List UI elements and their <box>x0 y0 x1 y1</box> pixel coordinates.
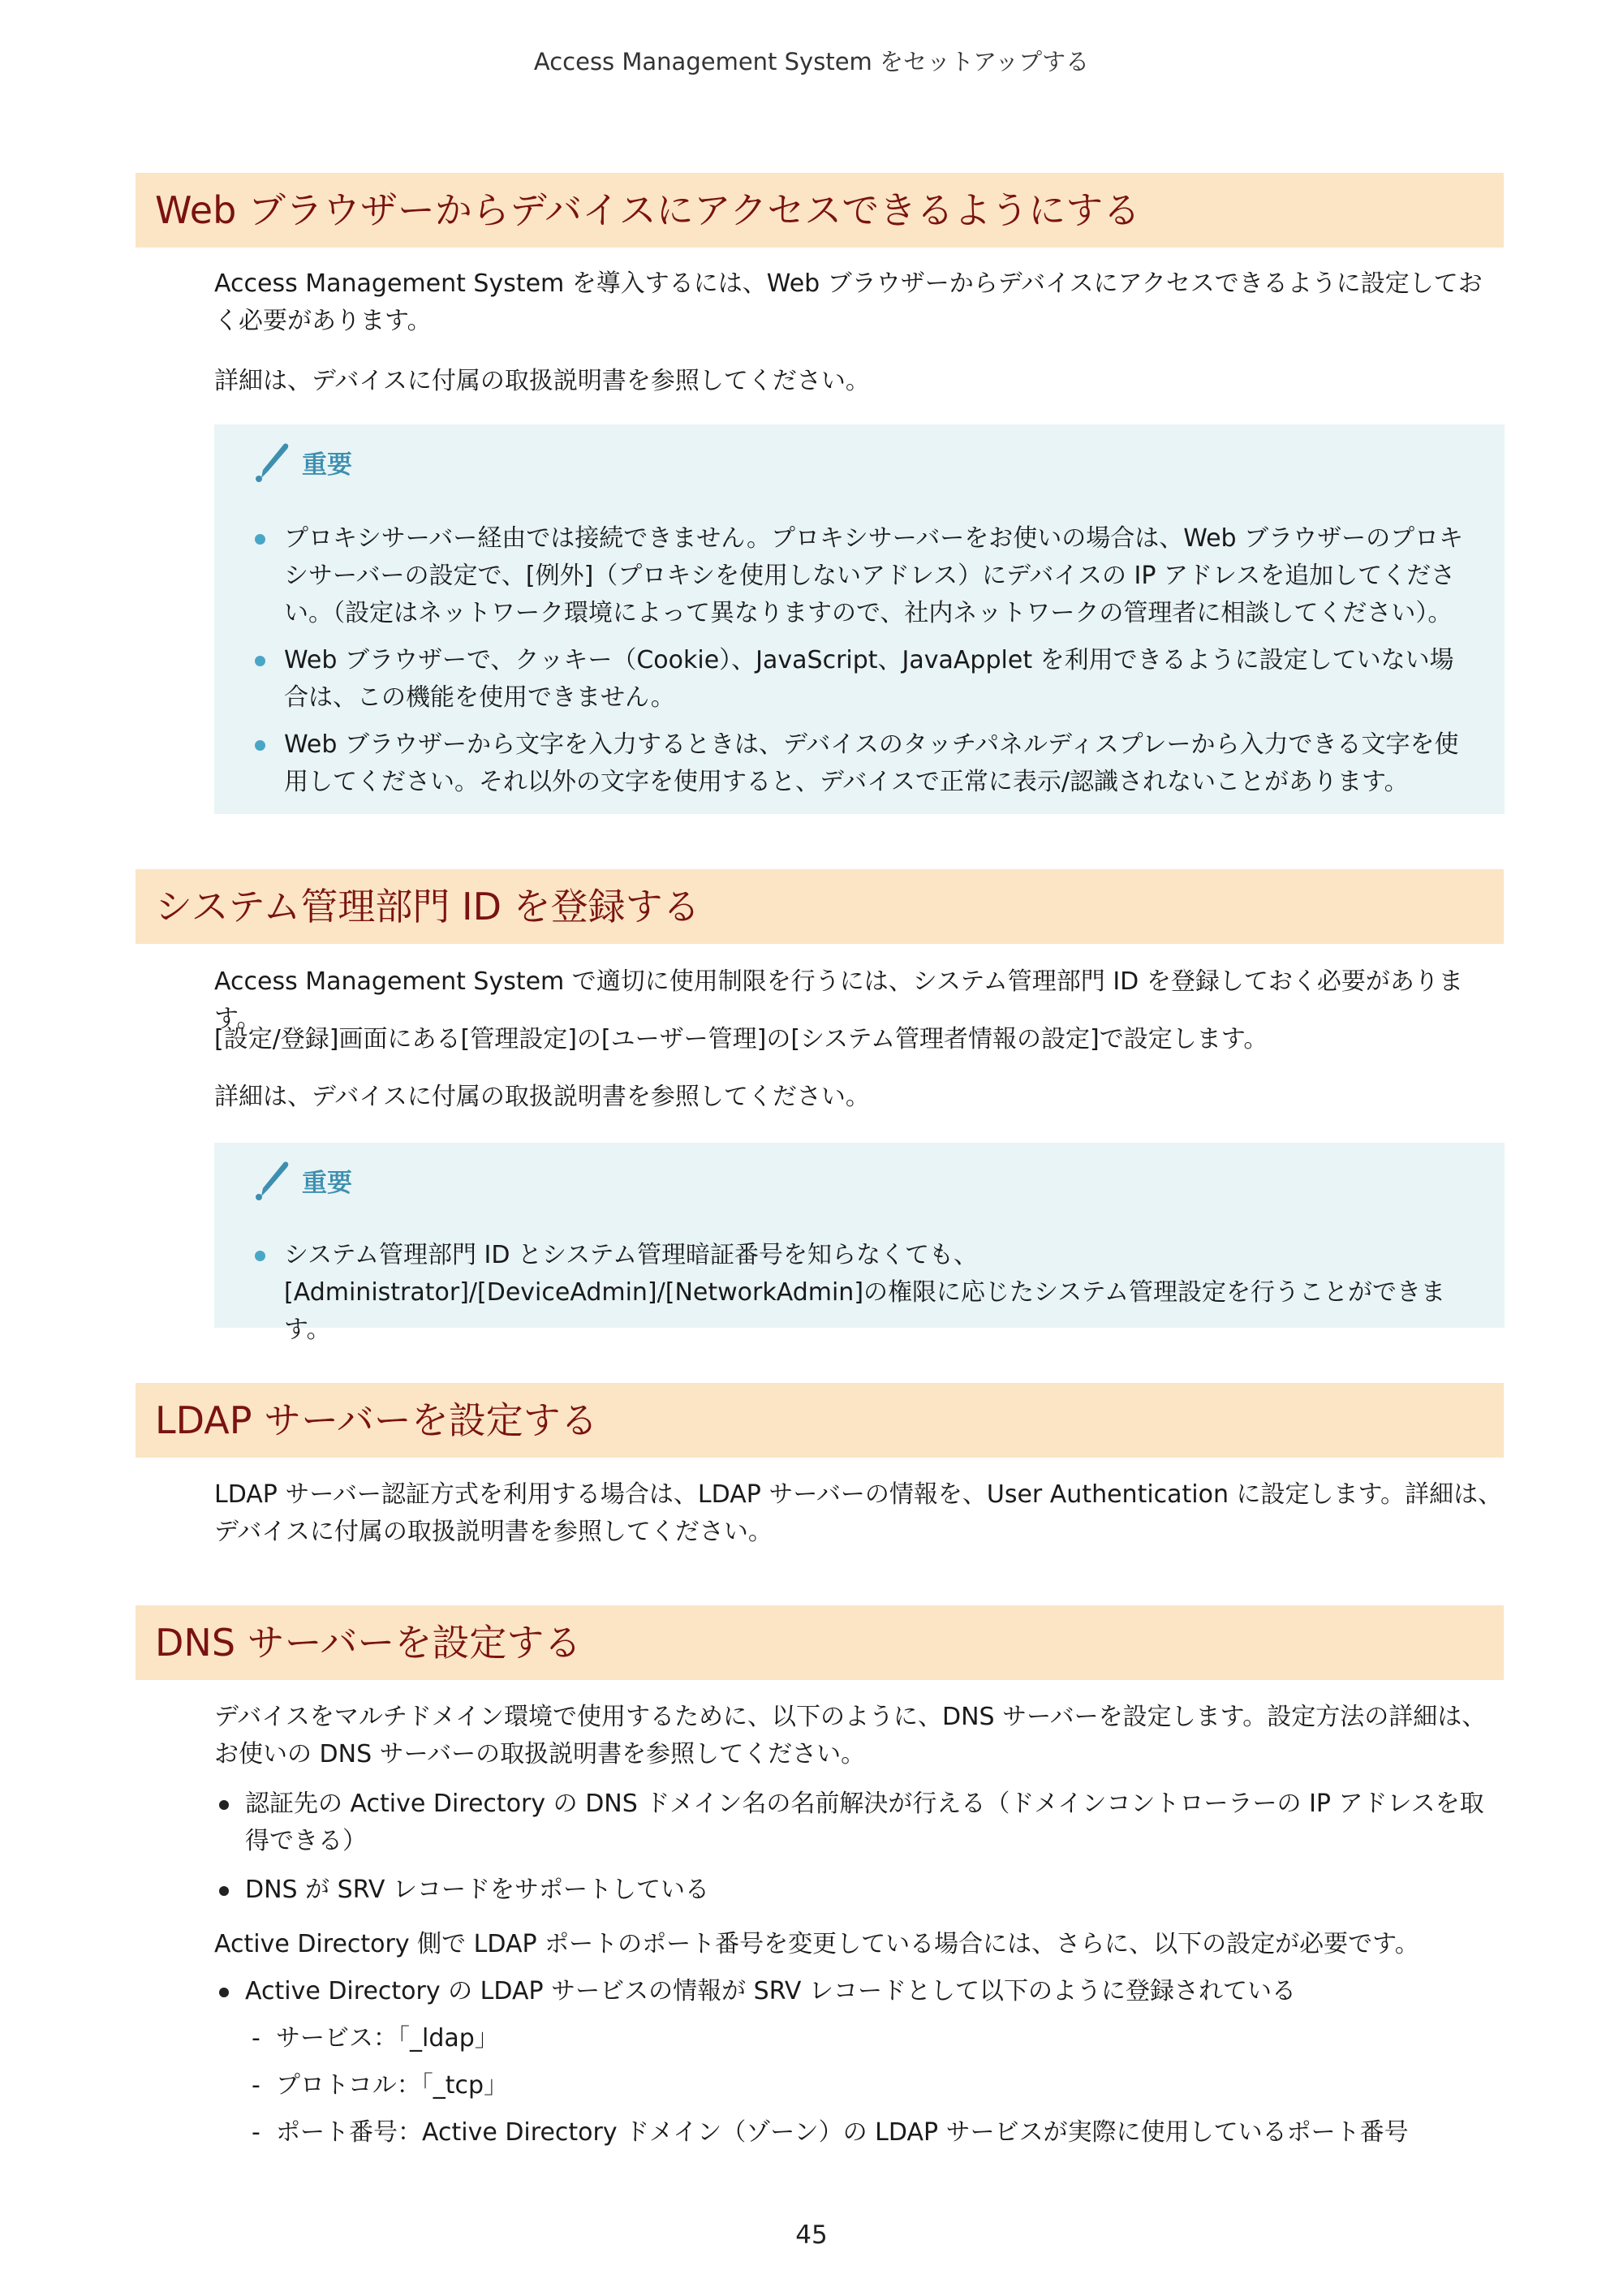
note-list <box>252 1237 1469 1359</box>
pen-icon <box>252 1159 291 1201</box>
bullet-dot <box>255 1251 265 1261</box>
bullet-item-text: DNS が SRV レコードをサポートしている <box>245 1876 709 1904</box>
running-header: Access Management System をセットアップする <box>533 48 1090 75</box>
note-title <box>252 1159 352 1201</box>
dash-marker: - <box>252 2024 260 2053</box>
note-item-text: プロキシサーバー経由では接続できません。プロキシサーバーをお使いの場合は、Web ブラウザーのプロキシサーバーの設定で、[例外]（プロキシを使用しないアドレス）にデバイスの IP アドレスを追加してください。（設定はネットワーク環境によって異なりますので、社内ネットワークの管理者に相談してください）。 <box>284 524 1464 627</box>
paragraph: デバイスをマルチドメイン環境で使用するために、以下のように、DNS サーバーを設定します。設定方法の詳細は、お使いの DNS サーバーの取扱説明書を参照してください。 <box>214 1703 1487 1768</box>
important-note-box <box>214 1143 1505 1344</box>
bullet-list <box>214 1973 1505 2022</box>
bullet-item-text: Active Directory の LDAP サービスの情報が SRV レコードとして以下のように登録されている <box>245 1977 1296 2005</box>
pen-icon <box>252 441 291 483</box>
note-item <box>252 642 1469 717</box>
dash-marker: - <box>252 2118 260 2147</box>
note-list <box>252 520 1469 811</box>
section-heading-web-browser: Web ブラウザーからデバイスにアクセスできるようにする <box>136 173 1504 248</box>
note-item <box>252 1237 1469 1349</box>
note-title-text: 重要 <box>302 450 352 480</box>
sub-item <box>248 2067 1498 2104</box>
paragraph: LDAP サーバー認証方式を利用する場合は、LDAP サーバーの情報を、User Authentication に設定します。詳細は、デバイスに付属の取扱説明書を参照してください。 <box>214 1480 1503 1546</box>
sub-list <box>248 2020 1498 2161</box>
section-heading-dns: DNS サーバーを設定する <box>136 1605 1504 1680</box>
important-note-box <box>214 424 1505 814</box>
paragraph: [設定/登録]画面にある[管理設定]の[ユーザー管理]の[システム管理者情報の設定]で設定します。 <box>214 1025 1268 1053</box>
paragraph: 詳細は、デバイスに付属の取扱説明書を参照してください。 <box>214 367 870 395</box>
note-item-text: Web ブラウザーで、クッキー（Cookie）、JavaScript、JavaApplet を利用できるように設定していない場合は、この機能を使用できません。 <box>284 646 1454 712</box>
sub-item <box>248 2020 1498 2057</box>
bullet-list <box>214 1786 1505 1920</box>
bullet-dot <box>255 740 265 751</box>
paragraph: Active Directory 側で LDAP ポートのポート番号を変更している場合には、さらに、以下の設定が必要です。 <box>214 1930 1419 1958</box>
bullet-dot <box>219 1988 229 1997</box>
sub-item-text: プロトコル：「_tcp」 <box>276 2071 509 2100</box>
section-heading-system-admin-id: システム管理部門 ID を登録する <box>136 869 1504 944</box>
sub-item-text: ポート番号：Active Directory ドメイン（ゾーン）の LDAP サービスが実際に使用しているポート番号 <box>276 2118 1409 2147</box>
bullet-item <box>214 1786 1505 1860</box>
sub-item <box>248 2114 1498 2152</box>
note-title-text: 重要 <box>302 1168 352 1198</box>
bullet-dot <box>255 534 265 545</box>
bullet-item-text: 認証先の Active Directory の DNS ドメイン名の名前解決が行える（ドメインコントローラーの IP アドレスを取得できる） <box>245 1790 1484 1855</box>
bullet-dot <box>219 1886 229 1896</box>
paragraph: Access Management System を導入するには、Web ブラウザーからデバイスにアクセスできるように設定しておく必要があります。 <box>214 269 1483 335</box>
page-number: 45 <box>795 2221 828 2250</box>
bullet-item <box>214 1973 1505 2010</box>
note-item-text: システム管理部門 ID とシステム管理暗証番号を知らなくても、[Administrator]/[DeviceAdmin]/[NetworkAdmin]の権限に応じたシステム管理設定を行うことができます。 <box>284 1241 1446 1344</box>
bullet-item <box>214 1872 1505 1909</box>
note-title <box>252 441 352 483</box>
paragraph: 詳細は、デバイスに付属の取扱説明書を参照してください。 <box>214 1083 870 1111</box>
note-item <box>252 520 1469 632</box>
note-item <box>252 726 1469 801</box>
section-heading-ldap: LDAP サーバーを設定する <box>136 1383 1504 1458</box>
paragraph: Access Management System で適切に使用制限を行うには、システム管理部門 ID を登録しておく必要があります。 <box>214 967 1463 1033</box>
note-item-text: Web ブラウザーから文字を入力するときは、デバイスのタッチパネルディスプレーから入力できる文字を使用してください。それ以外の文字を使用すると、デバイスで正常に表示/認識されないことがあります。 <box>284 730 1459 796</box>
bullet-dot <box>255 656 265 666</box>
dash-marker: - <box>252 2071 260 2100</box>
bullet-dot <box>219 1800 229 1810</box>
sub-item-text: サービス：「_ldap」 <box>276 2024 499 2053</box>
